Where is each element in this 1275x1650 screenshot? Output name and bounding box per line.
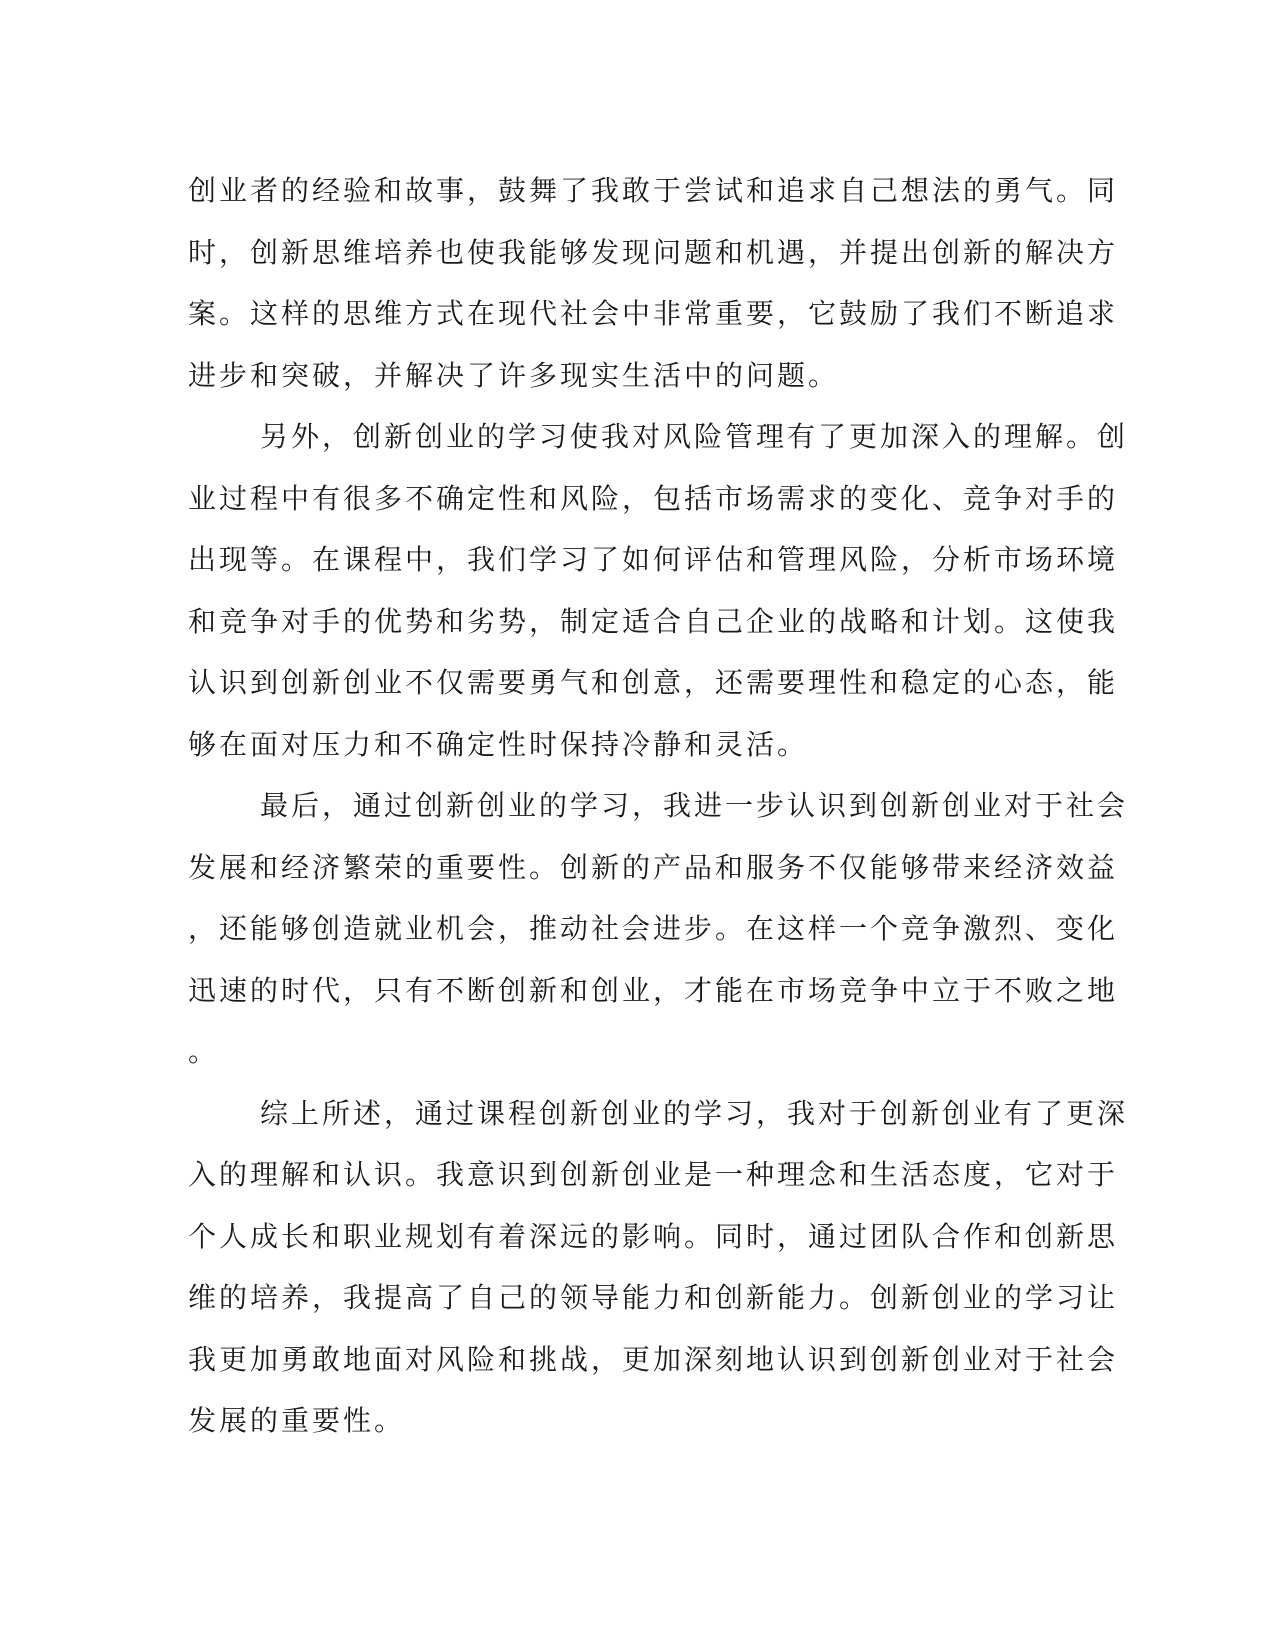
paragraph-2-line-6: 够在面对压力和不确定性时保持冷静和灵活。 xyxy=(188,727,809,761)
paragraph-1-line-2: 时，创新思维培养也使我能够发现问题和机遇，并提出创新的解决方 xyxy=(188,235,1119,269)
paragraph-2-line-2: 业过程中有很多不确定性和风险，包括市场需求的变化、竞争对手的 xyxy=(188,481,1119,515)
paragraph-2-line-4: 和竞争对手的优势和劣势，制定适合自己企业的战略和计划。这使我 xyxy=(188,604,1119,638)
paragraph-1-line-3: 案。这样的思维方式在现代社会中非常重要，它鼓励了我们不断追求 xyxy=(188,297,1119,330)
paragraph-4-line-5: 我更加勇敢地面对风险和挑战，更加深刻地认识到创新创业对于社会 xyxy=(188,1342,1119,1376)
paragraph-2-line-1: 另外，创新创业的学习使我对风险管理有了更加深入的理解。创 xyxy=(260,420,1129,453)
paragraph-3-line-2: 发展和经济繁荣的重要性。创新的产品和服务不仅能够带来经济效益 xyxy=(188,850,1119,884)
paragraph-3 xyxy=(188,775,1129,1083)
paragraph-3-line-3: ，还能够创造就业机会，推动社会进步。在这样一个竞争激烈、变化 xyxy=(188,912,1119,945)
document-body xyxy=(188,160,1129,1452)
paragraph-4-line-4: 维的培养，我提高了自己的领导能力和创新能力。创新创业的学习让 xyxy=(188,1281,1119,1314)
paragraph-2-line-5: 认识到创新创业不仅需要勇气和创意，还需要理性和稳定的心态，能 xyxy=(188,666,1119,699)
paragraph-2 xyxy=(188,406,1129,775)
paragraph-4-line-2: 入的理解和认识。我意识到创新创业是一种理念和生活态度，它对于 xyxy=(188,1158,1119,1191)
paragraph-3-line-4: 迅速的时代，只有不断创新和创业，才能在市场竞争中立于不败之地 xyxy=(188,973,1119,1007)
paragraph-3-line-1: 最后，通过创新创业的学习，我进一步认识到创新创业对于社会 xyxy=(260,789,1129,822)
paragraph-1 xyxy=(188,160,1119,406)
paragraph-4-line-1: 综上所述，通过课程创新创业的学习，我对于创新创业有了更深 xyxy=(260,1096,1129,1130)
paragraph-1-line-1: 创业者的经验和故事，鼓舞了我敢于尝试和追求自己想法的勇气。同 xyxy=(188,174,1119,207)
paragraph-2-line-3: 出现等。在课程中，我们学习了如何评估和管理风险，分析市场环境 xyxy=(188,543,1119,576)
paragraph-3-line-5: 。 xyxy=(188,1035,220,1068)
paragraph-1-line-4: 进步和突破，并解决了许多现实生活中的问题。 xyxy=(188,358,840,392)
paragraph-4-line-6: 发展的重要性。 xyxy=(188,1404,406,1437)
paragraph-4-line-3: 个人成长和职业规划有着深远的影响。同时，通过团队合作和创新思 xyxy=(188,1219,1119,1253)
paragraph-4 xyxy=(188,1083,1129,1452)
